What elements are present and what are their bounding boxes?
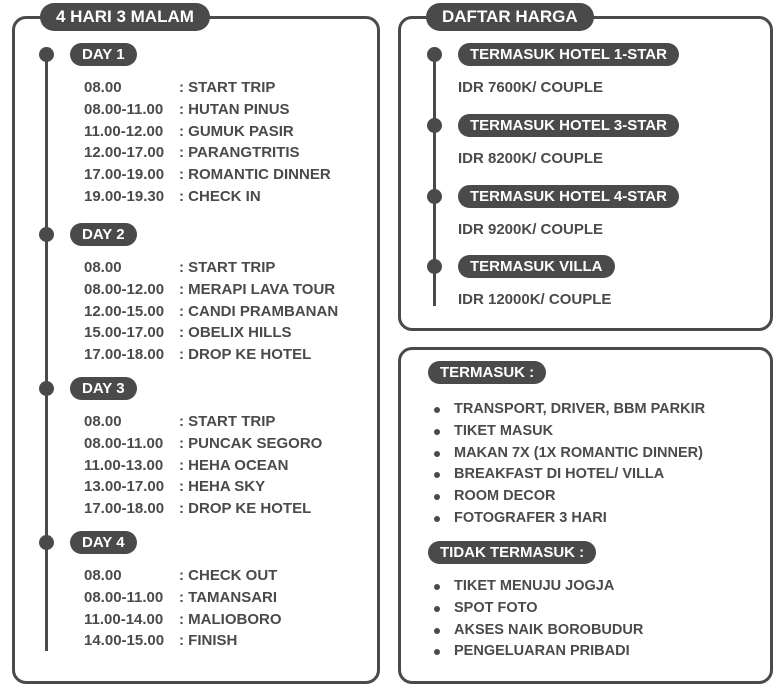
included-title: TERMASUK : xyxy=(428,361,546,384)
schedule-row xyxy=(84,433,322,455)
schedule-row xyxy=(84,565,282,587)
schedule-time: 08.00 xyxy=(84,259,122,276)
schedule-time: 13.00-17.00 xyxy=(84,478,165,496)
schedule-activity: : CANDI PRAMBANAN xyxy=(179,302,339,320)
schedule-activity: : DROP KE HOTEL xyxy=(179,500,312,518)
schedule-activity: : START TRIP xyxy=(179,79,276,96)
included-item: TRANSPORT, DRIVER, BBM PARKIR xyxy=(432,399,705,421)
day-1-label: DAY 1 xyxy=(70,43,137,66)
day-3-dot xyxy=(39,381,54,396)
schedule-activity: : ROMANTIC DINNER xyxy=(179,166,331,184)
schedule-activity: : HEHA OCEAN xyxy=(179,456,289,474)
schedule-time: 11.00-12.00 xyxy=(84,122,164,140)
schedule-row xyxy=(84,121,331,143)
price-option-4-dot xyxy=(427,259,442,274)
price-option-1-dot xyxy=(427,47,442,62)
day-2-dot xyxy=(39,227,54,242)
schedule-activity: : GUMUK PASIR xyxy=(179,122,294,140)
schedule-time: 12.00-17.00 xyxy=(84,144,165,162)
schedule-row xyxy=(84,344,338,366)
included-item: BREAKFAST DI HOTEL/ VILLA xyxy=(432,464,705,486)
excluded-item: SPOT FOTO xyxy=(432,598,643,620)
excluded-item: TIKET MENUJU JOGJA xyxy=(432,576,643,598)
schedule-time: 08.00-11.00 xyxy=(84,588,164,606)
day-4-schedule xyxy=(84,565,282,652)
schedule-row xyxy=(84,142,331,164)
day-1-dot xyxy=(39,47,54,62)
schedule-activity: : PUNCAK SEGORO xyxy=(179,434,323,452)
day-2-schedule xyxy=(84,257,338,366)
schedule-time: 08.00-11.00 xyxy=(84,434,164,452)
schedule-row xyxy=(84,630,282,652)
schedule-activity: : MERAPI LAVA TOUR xyxy=(179,280,336,298)
schedule-row xyxy=(84,498,322,520)
included-list xyxy=(432,399,705,530)
itinerary-title: 4 HARI 3 MALAM xyxy=(40,3,210,31)
day-1-schedule xyxy=(84,77,331,208)
price-option-3-dot xyxy=(427,189,442,204)
schedule-row xyxy=(84,322,338,344)
schedule-activity: : HEHA SKY xyxy=(179,478,266,496)
day-4-dot xyxy=(39,535,54,550)
day-4-label: DAY 4 xyxy=(70,531,137,554)
schedule-row xyxy=(84,476,322,498)
schedule-time: 15.00-17.00 xyxy=(84,324,165,342)
excluded-item: AKSES NAIK BOROBUDUR xyxy=(432,620,643,642)
included-item: MAKAN 7X (1X ROMANTIC DINNER) xyxy=(432,443,705,465)
excluded-list xyxy=(432,576,643,663)
schedule-time: 08.00-12.00 xyxy=(84,280,165,298)
included-item: FOTOGRAFER 3 HARI xyxy=(432,508,705,530)
day-3-label: DAY 3 xyxy=(70,377,137,400)
schedule-row xyxy=(84,455,322,477)
day-2-label: DAY 2 xyxy=(70,223,137,246)
price-option-1-value: IDR 7600K/ COUPLE xyxy=(458,79,604,96)
schedule-activity: : PARANGTRITIS xyxy=(179,144,300,162)
itinerary-timeline xyxy=(45,48,48,651)
schedule-time: 17.00-19.00 xyxy=(84,166,165,184)
schedule-time: 17.00-18.00 xyxy=(84,346,165,364)
schedule-row xyxy=(84,411,322,433)
schedule-activity: : START TRIP xyxy=(179,259,276,276)
schedule-activity: : CHECK OUT xyxy=(179,567,278,584)
excluded-item: PENGELUARAN PRIBADI xyxy=(432,641,643,663)
schedule-activity: : FINISH xyxy=(179,632,238,650)
schedule-time: 08.00 xyxy=(84,567,122,584)
schedule-time: 17.00-18.00 xyxy=(84,500,165,518)
schedule-time: 19.00-19.30 xyxy=(84,187,165,205)
schedule-row xyxy=(84,77,331,99)
schedule-time: 12.00-15.00 xyxy=(84,302,165,320)
price-option-1-label: TERMASUK HOTEL 1-STAR xyxy=(458,43,679,66)
schedule-row xyxy=(84,257,338,279)
price-option-4-value: IDR 12000K/ COUPLE xyxy=(458,291,612,308)
schedule-time: 08.00 xyxy=(84,79,122,96)
schedule-row xyxy=(84,279,338,301)
price-option-4-label: TERMASUK VILLA xyxy=(458,255,615,278)
schedule-row xyxy=(84,99,331,121)
included-item: TIKET MASUK xyxy=(432,421,705,443)
schedule-time: 11.00-14.00 xyxy=(84,610,164,628)
schedule-activity: : HUTAN PINUS xyxy=(179,100,290,118)
excluded-title: TIDAK TERMASUK : xyxy=(428,541,596,564)
schedule-activity: : OBELIX HILLS xyxy=(179,324,292,342)
schedule-row xyxy=(84,164,331,186)
schedule-time: 08.00-11.00 xyxy=(84,100,164,118)
schedule-row xyxy=(84,609,282,631)
schedule-activity: : START TRIP xyxy=(179,413,276,430)
schedule-row xyxy=(84,587,282,609)
included-item: ROOM DECOR xyxy=(432,486,705,508)
schedule-row xyxy=(84,186,331,208)
price-option-2-dot xyxy=(427,118,442,133)
day-3-schedule xyxy=(84,411,322,520)
pricing-title: DAFTAR HARGA xyxy=(426,3,594,31)
schedule-time: 11.00-13.00 xyxy=(84,456,164,474)
price-option-2-value: IDR 8200K/ COUPLE xyxy=(458,150,604,167)
price-option-2-label: TERMASUK HOTEL 3-STAR xyxy=(458,114,679,137)
schedule-time: 08.00 xyxy=(84,413,122,430)
price-option-3-value: IDR 9200K/ COUPLE xyxy=(458,221,604,238)
schedule-time: 14.00-15.00 xyxy=(84,632,165,650)
schedule-activity: : DROP KE HOTEL xyxy=(179,346,312,364)
schedule-row xyxy=(84,301,338,323)
price-option-3-label: TERMASUK HOTEL 4-STAR xyxy=(458,185,679,208)
schedule-activity: : MALIOBORO xyxy=(179,610,282,628)
schedule-activity: : TAMANSARI xyxy=(179,588,278,606)
schedule-activity: : CHECK IN xyxy=(179,187,261,205)
